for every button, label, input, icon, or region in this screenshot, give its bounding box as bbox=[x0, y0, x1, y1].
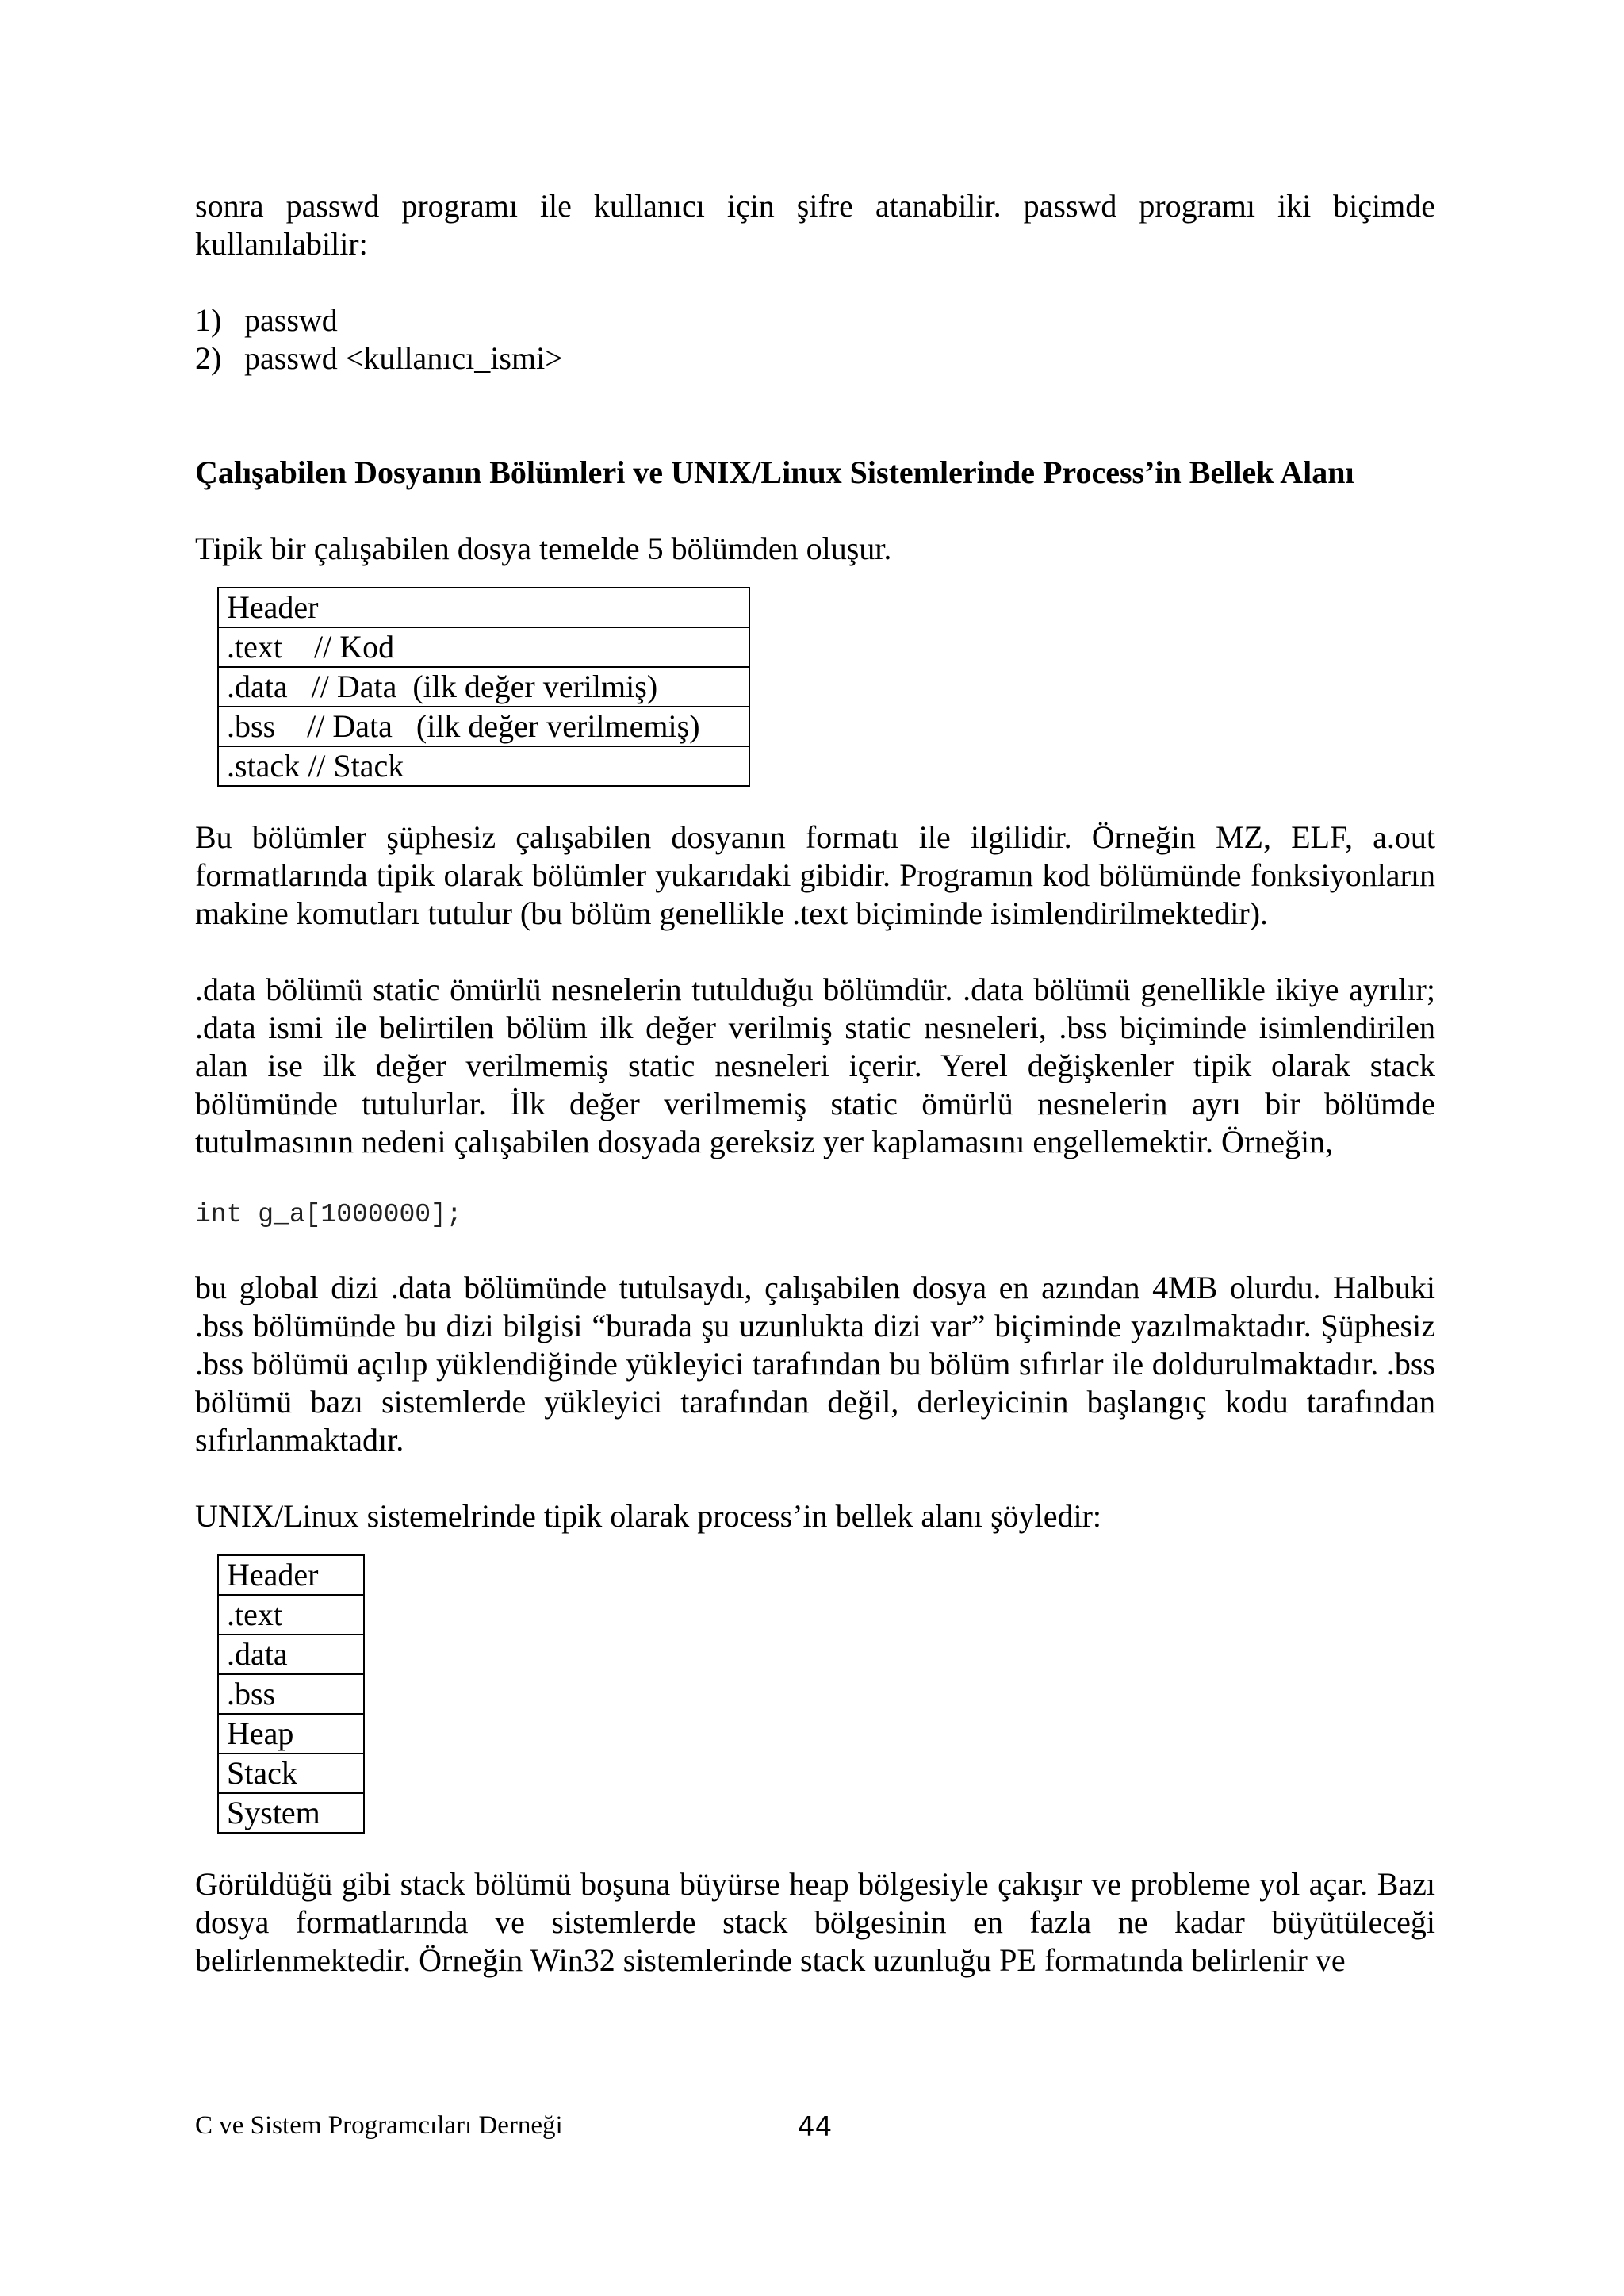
passwd-usage-list bbox=[195, 301, 1435, 378]
list-item-text: passwd <kullanıcı_ismi> bbox=[244, 340, 563, 376]
table-cell: System bbox=[218, 1793, 364, 1833]
table-row bbox=[218, 746, 749, 786]
process-memory-table bbox=[217, 1554, 365, 1834]
table-row bbox=[218, 1595, 364, 1635]
table-cell: .data bbox=[218, 1635, 364, 1674]
code-snippet: int g_a[1000000]; bbox=[195, 1200, 462, 1229]
table-cell: Heap bbox=[218, 1714, 364, 1754]
page-number: 44 bbox=[798, 2111, 833, 2143]
table-row bbox=[218, 1555, 364, 1595]
table-cell: Stack bbox=[218, 1754, 364, 1793]
table-cell: .text // Kod bbox=[218, 627, 749, 667]
table-cell: Header bbox=[218, 1555, 364, 1595]
section-heading: Çalışabilen Dosyanın Bölümleri ve UNIX/Linux Sistemlerinde Process’in Bellek Alanı bbox=[195, 454, 1354, 490]
intro-paragraph: sonra passwd programı ile kullanıcı için şifre atanabilir. passwd programı iki biçimde kullanılabilir: bbox=[195, 188, 1435, 262]
section-lead: Tipik bir çalışabilen dosya temelde 5 bölümden oluşur. bbox=[195, 531, 892, 566]
table-cell: Header bbox=[218, 588, 749, 627]
list-item-number: 1) bbox=[195, 302, 222, 338]
table-row bbox=[218, 1635, 364, 1674]
table-cell: .bss // Data (ilk değer verilmemiş) bbox=[218, 707, 749, 746]
footer-organization: C ve Sistem Programcıları Derneği bbox=[195, 2111, 563, 2140]
table-row bbox=[218, 1793, 364, 1833]
list-item bbox=[195, 339, 1435, 378]
table-row bbox=[218, 707, 749, 746]
page-content bbox=[195, 187, 1435, 1980]
table-row bbox=[218, 1754, 364, 1793]
list-item-number: 2) bbox=[195, 340, 222, 376]
table-row bbox=[218, 588, 749, 627]
list-item bbox=[195, 301, 1435, 339]
paragraph-global-array: bu global dizi .data bölümünde tutulsaydı, çalışabilen dosya en azından 4MB olurdu. Halbuki .bss bölümünde bu dizi bilgisi “burada şu uzunlukta dizi var” biçiminde yazılmaktadır. Şüphesiz .bss bölümü açılıp yüklendiğinde yükleyici tarafından bu bölüm sıfırlar ile doldurulmaktadır. .bss bölümü bazı sistemlerde yükleyici tarafından değil, derleyicinin başlangıç kodu tarafından sıfırlanmaktadır. bbox=[195, 1270, 1435, 1458]
table-cell: .text bbox=[218, 1595, 364, 1635]
table-row bbox=[218, 1674, 364, 1714]
paragraph-formats: Bu bölümler şüphesiz çalışabilen dosyanın formatı ile ilgilidir. Örneğin MZ, ELF, a.out formatlarında tipik olarak bölümler yukarıdaki gibidir. Programın kod bölümünde fonksiyonların makine komutları tutulur (bu bölüm genellikle .text biçiminde isimlendirilmektedir). bbox=[195, 819, 1435, 931]
table-cell: .data // Data (ilk değer verilmiş) bbox=[218, 667, 749, 707]
table-cell: .bss bbox=[218, 1674, 364, 1714]
executable-sections-table bbox=[217, 587, 750, 787]
list-item-text: passwd bbox=[244, 302, 338, 338]
paragraph-data-bss: .data bölümü static ömürlü nesnelerin tutulduğu bölümdür. .data bölümü genellikle ikiye ayrılır; .data ismi ile belirtilen bölüm ilk değer verilmiş static nesneleri, .bss biçiminde isimlendirilen alan ise ilk değer verilmemiş static nesneleri içerir. Yerel değişkenler tipik olarak stack bölümünde tutulurlar. İlk değer verilmemiş static ömürlü nesnelerin ayrı bir bölümde tutulmasının nedeni çalışabilen dosyada gereksiz yer kaplamasını engellemektir. Örneğin, bbox=[195, 972, 1435, 1159]
paragraph-stack-heap: Görüldüğü gibi stack bölümü boşuna büyürse heap bölgesiyle çakışır ve probleme yol açar. Bazı dosya formatlarında ve sistemlerde stack bölgesinin en fazla ne kadar büyütüleceği belirlenmektedir. Örneğin Win32 sistemlerinde stack uzunluğu PE formatında belirlenir ve bbox=[195, 1866, 1435, 1978]
table-row bbox=[218, 667, 749, 707]
paragraph-memory-layout-intro: UNIX/Linux sistemelrinde tipik olarak process’in bellek alanı şöyledir: bbox=[195, 1498, 1102, 1534]
table-row bbox=[218, 1714, 364, 1754]
table-cell: .stack // Stack bbox=[218, 746, 749, 786]
table-row bbox=[218, 627, 749, 667]
